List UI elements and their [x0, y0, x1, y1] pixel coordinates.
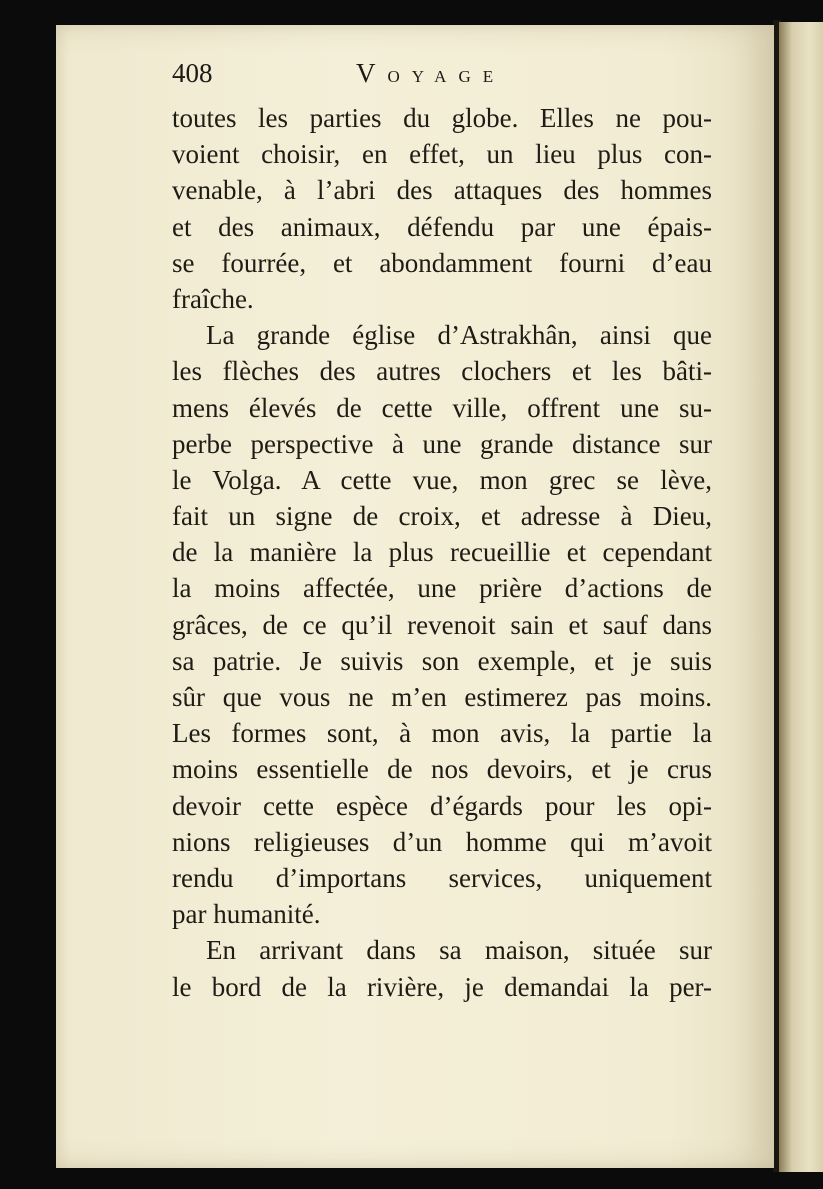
- text-line: grâces, de ce qu’il revenoit sain et sauf dans: [172, 609, 712, 640]
- text-line: le bord de la rivière, je demandai la per-: [172, 971, 712, 1002]
- text-line: les flèches des autres clochers et les bâti-: [172, 356, 712, 387]
- text-line: nions religieuses d’un homme qui m’avoit: [172, 826, 712, 857]
- text-line: et des animaux, défendu par une épais-: [172, 211, 712, 242]
- body-text: [172, 100, 712, 1005]
- running-head: [356, 58, 505, 89]
- text-line: devoir cette espèce d’égards pour les opi-: [172, 790, 712, 821]
- text-line: fait un signe de croix, et adresse à Dieu,: [172, 501, 712, 532]
- page-header: [172, 58, 712, 94]
- text-line: voient choisir, en effet, un lieu plus con-: [172, 139, 712, 170]
- text-line: le Volga. A cette vue, mon grec se lève,: [172, 464, 712, 495]
- paragraph-start-line: La grande église d’Astrakhân, ainsi que: [206, 320, 712, 351]
- text-line: rendu d’importans services, uniquement: [172, 862, 712, 893]
- text-line: de la manière la plus recueillie et cependant: [172, 537, 712, 568]
- text-line: Les formes sont, à mon avis, la partie la: [172, 718, 712, 749]
- paragraph-start-line: En arrivant dans sa maison, située sur: [206, 935, 712, 966]
- text-line: la moins affectée, une prière d’actions de: [172, 573, 712, 604]
- text-line: perbe perspective à une grande distance sur: [172, 428, 712, 459]
- text-line: fraîche.: [172, 283, 254, 314]
- text-line: toutes les parties du globe. Elles ne pou-: [172, 103, 712, 133]
- text-line: mens élevés de cette ville, offrent une su-: [172, 392, 712, 423]
- text-line: venable, à l’abri des attaques des hommes: [172, 175, 712, 206]
- facing-page-edge: [779, 22, 823, 1172]
- text-line: sûr que vous ne m’en estimerez pas moins.: [172, 682, 712, 712]
- text-line: par humanité.: [172, 899, 321, 930]
- running-head-initial: V: [356, 58, 378, 88]
- text-line: moins essentielle de nos devoirs, et je crus: [172, 754, 712, 785]
- text-line: se fourrée, et abondamment fourni d’eau: [172, 247, 712, 278]
- text-line: sa patrie. Je suivis son exemple, et je suis: [172, 645, 712, 676]
- running-head-rest: OYAGE: [387, 67, 506, 86]
- page-number: 408: [172, 58, 213, 88]
